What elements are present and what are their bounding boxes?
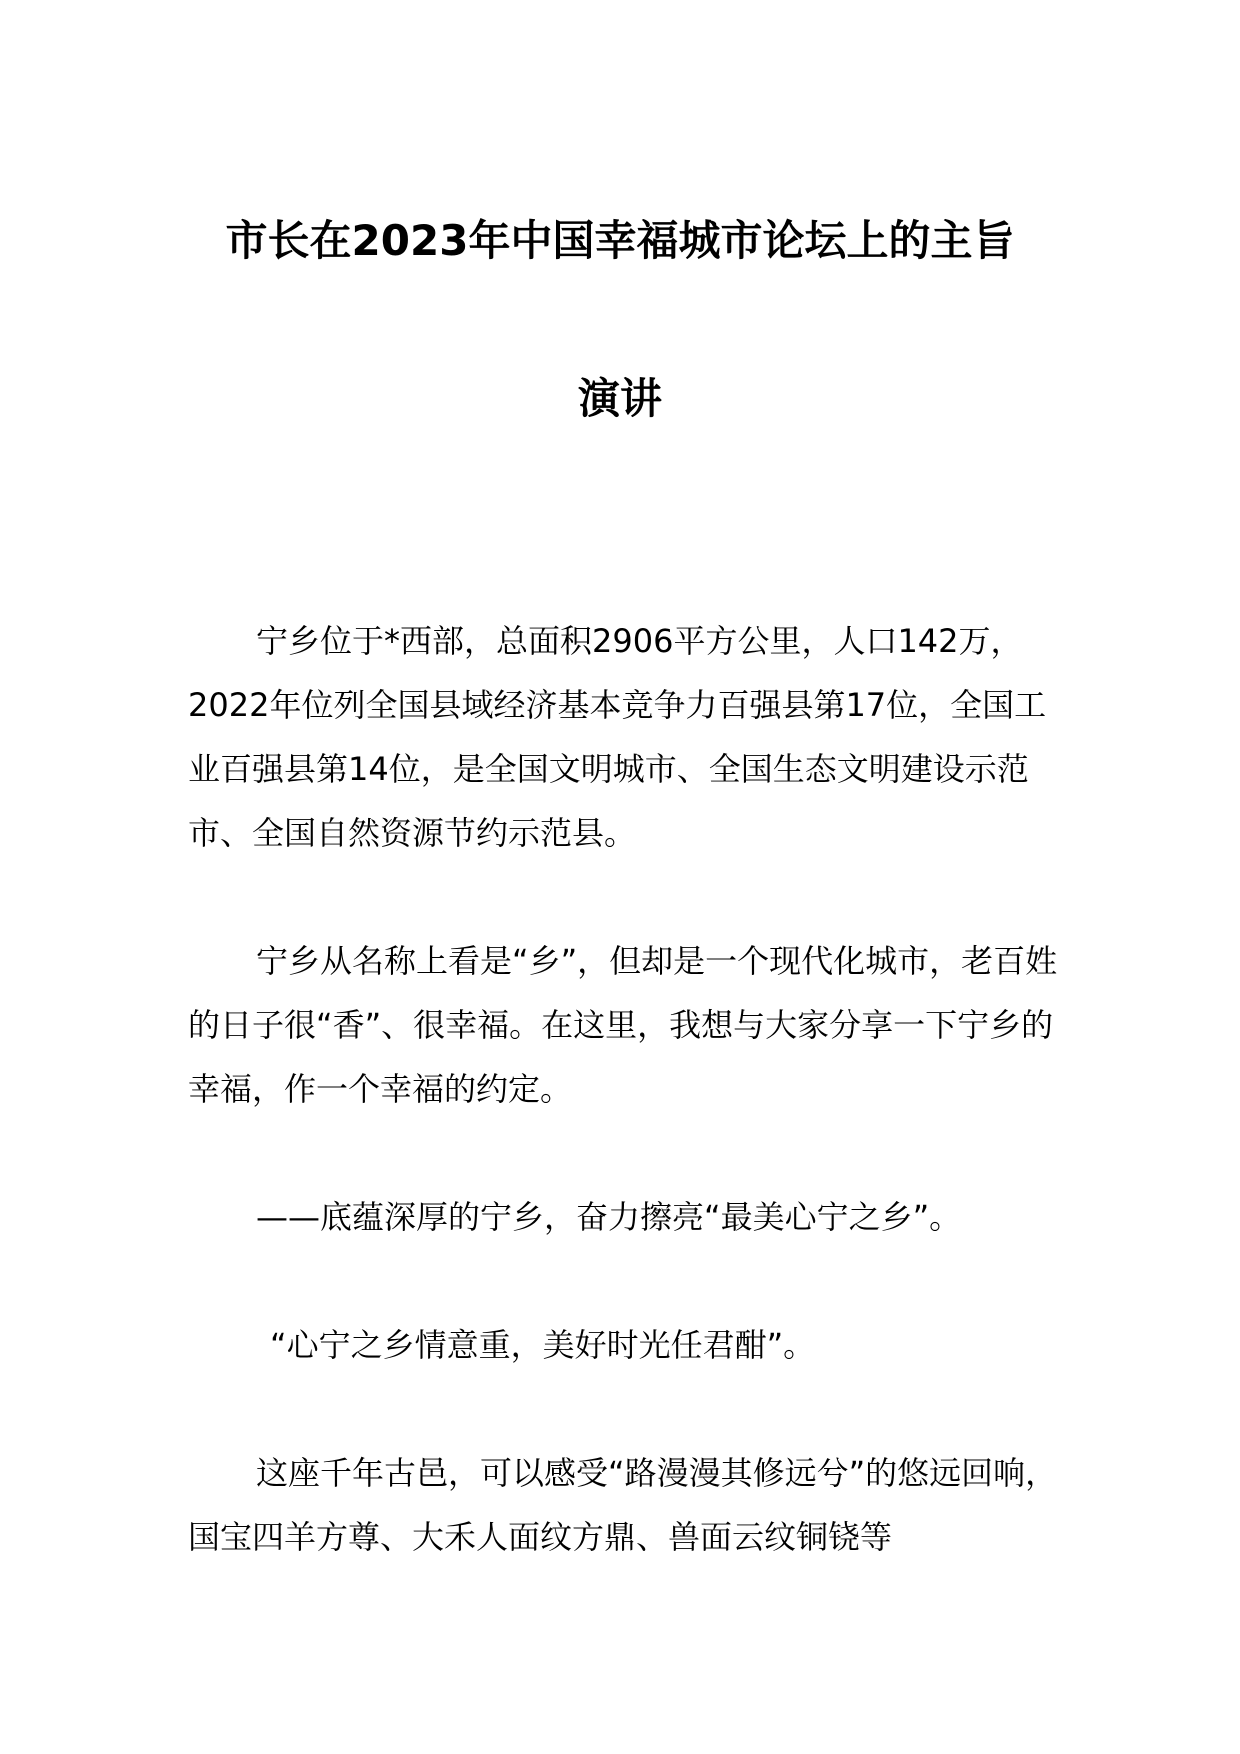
document-title-line-2: 演讲	[577, 374, 662, 423]
document-title-line-1: 市长在2023年中国幸福城市论坛上的主旨	[225, 216, 1015, 265]
paragraph-4: “心宁之乡情意重，美好时光任君酣”。	[270, 1326, 816, 1364]
paragraph-2: 宁乡从名称上看是“乡”，但却是一个现代化城市，老百姓的日子很“香”、很幸福。在这里，我想与大家分享一下宁乡的幸福，作一个幸福的约定。	[188, 942, 1058, 1108]
paragraph-1: 宁乡位于*西部，总面积2906平方公里，人口142万，2022年位列全国县域经济基本竞争力百强县第17位，全国工业百强县第14位，是全国文明城市、全国生态文明建设示范市、全国自然资源节约示范县。	[188, 622, 1047, 852]
paragraph-5: 这座千年古邑，可以感受“路漫漫其修远兮”的悠远回响，国宝四羊方尊、大禾人面纹方鼎、兽面云纹铜铙等	[188, 1454, 1058, 1556]
paragraph-3: ——底蕴深厚的宁乡，奋力擦亮“最美心宁之乡”。	[256, 1198, 962, 1236]
